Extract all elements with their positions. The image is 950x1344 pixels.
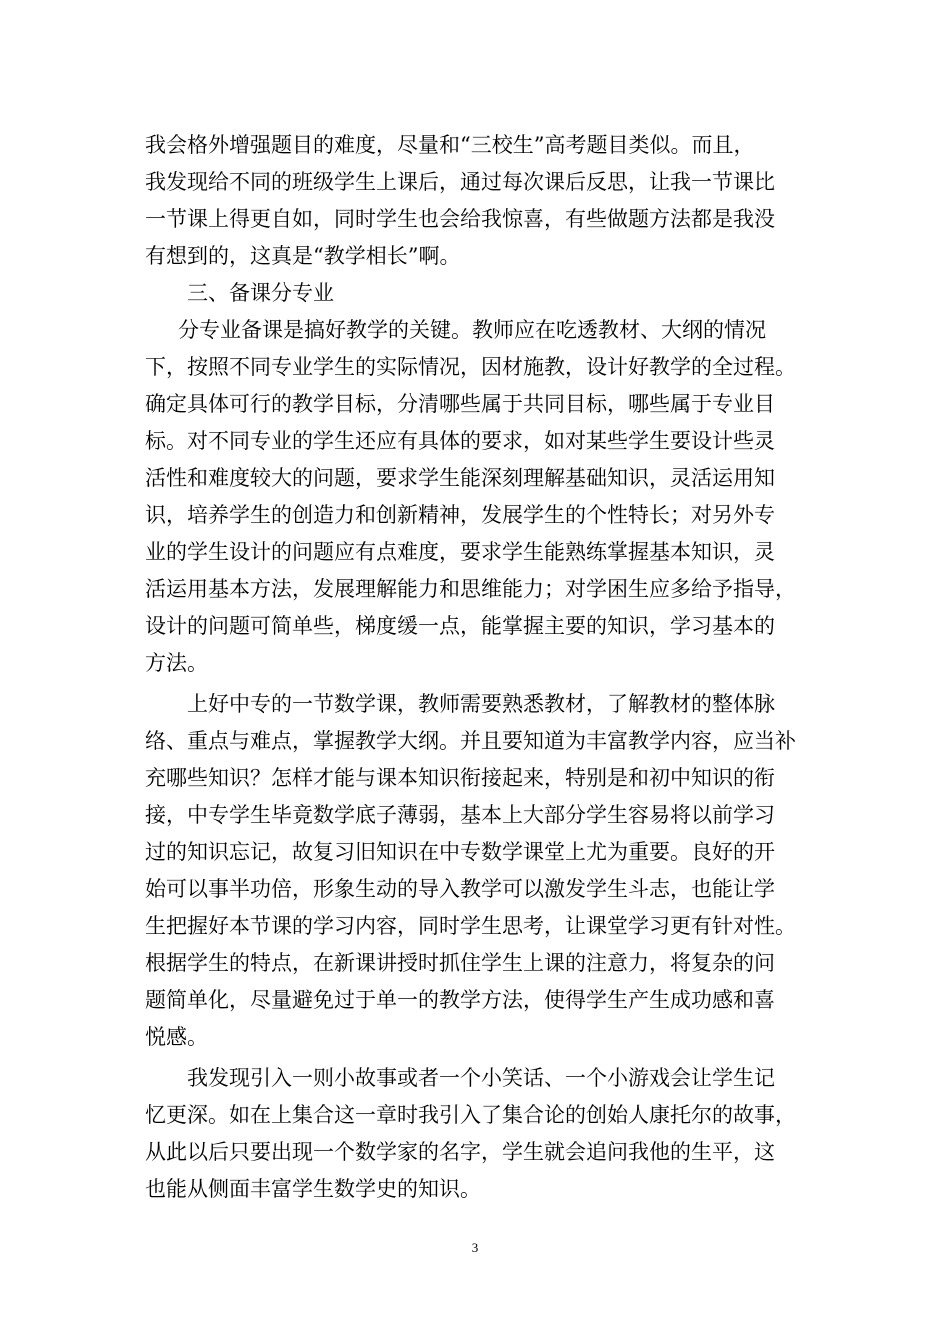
paragraph-3-line-4: 标。对不同专业的学生还应有具体的要求，如对某些学生要设计些灵 [145,429,775,453]
paragraph-3-line-9: 设计的问题可简单些，梯度缓一点，能掌握主要的知识，学习基本的 [145,614,775,638]
paragraph-4-line-6: 始可以事半功倍，形象生动的导入教学可以激发学生斗志，也能让学 [145,877,775,901]
paragraph-4-line-3: 充哪些知识？怎样才能与课本知识衔接起来，特别是和初中知识的衔 [145,766,775,790]
paragraph-4-line-4: 接，中专学生毕竟数学底子薄弱，基本上大部分学生容易将以前学习 [145,803,775,827]
section-heading: 三、备课分专业 [187,281,334,305]
paragraph-3-line-5: 活性和难度较大的问题，要求学生能深刻理解基础知识，灵活运用知 [145,466,775,490]
paragraph-1-line-4: 有想到的，这真是“教学相长”啊。 [145,244,461,268]
paragraph-4-line-8: 根据学生的特点，在新课讲授时抓住学生上课的注意力，将复杂的问 [145,951,775,975]
paragraph-3-line-8: 活运用基本方法，发展理解能力和思维能力；对学困生应多给予指导， [145,577,796,601]
paragraph-5-line-3: 从此以后只要出现一个数学家的名字，学生就会追问我他的生平，这 [145,1140,775,1164]
paragraph-4-line-7: 生把握好本节课的学习内容，同时学生思考，让课堂学习更有针对性。 [145,914,796,938]
paragraph-3-line-1: 分专业备课是搞好教学的关键。教师应在吃透教材、大纲的情况 [178,318,766,342]
page-number: 3 [471,1240,479,1255]
paragraph-5-line-2: 忆更深。如在上集合这一章时我引入了集合论的创始人康托尔的故事， [145,1103,796,1127]
paragraph-1-line-3: 一节课上得更自如，同时学生也会给我惊喜，有些做题方法都是我没 [145,207,775,231]
paragraph-3-line-6: 识，培养学生的创造力和创新精神，发展学生的个性特长；对另外专 [145,503,775,527]
paragraph-3-line-2: 下，按照不同专业学生的实际情况，因材施教，设计好教学的全过程。 [145,355,796,379]
paragraph-4-line-5: 过的知识忘记，故复习旧知识在中专数学课堂上尤为重要。良好的开 [145,840,775,864]
paragraph-1-line-1: 我会格外增强题目的难度，尽量和“三校生”高考题目类似。而且， [145,133,755,157]
paragraph-5-line-1: 我发现引入一则小故事或者一个小笑话、一个小游戏会让学生记 [187,1066,775,1090]
paragraph-3-line-3: 确定具体可行的教学目标，分清哪些属于共同目标，哪些属于专业目 [145,392,775,416]
paragraph-5-line-4: 也能从侧面丰富学生数学史的知识。 [145,1177,481,1201]
paragraph-4-line-2: 络、重点与难点，掌握教学大纲。并且要知道为丰富教学内容，应当补 [145,729,796,753]
paragraph-4-line-1: 上好中专的一节数学课，教师需要熟悉教材，了解教材的整体脉 [187,692,775,716]
paragraph-3-line-7: 业的学生设计的问题应有点难度，要求学生能熟练掌握基本知识，灵 [145,540,775,564]
paragraph-1-line-2: 我发现给不同的班级学生上课后，通过每次课后反思，让我一节课比 [145,170,775,194]
paragraph-4-line-10: 悦感。 [145,1025,208,1049]
paragraph-3-line-10: 方法。 [145,651,208,675]
paragraph-4-line-9: 题简单化，尽量避免过于单一的教学方法，使得学生产生成功感和喜 [145,988,775,1012]
